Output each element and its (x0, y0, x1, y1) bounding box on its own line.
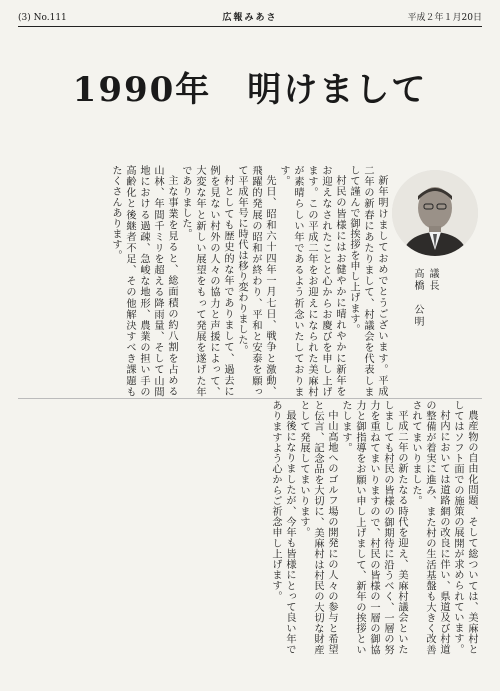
paragraph: 村民の皆様にはお健やかに晴れやかに新年をお迎えなされたことと心からお慶びを申し上げます。この平成二年をお迎えになられた美麻村が素晴らしい年であるよう祈念いたしております。 (278, 165, 345, 397)
caption-name: 高橋 公明 (412, 268, 423, 328)
paragraph: 農産物の自由化問題、そして総ついては、美麻村としてはソフト面での施策の展開が求められています。 (452, 400, 477, 655)
paragraph: 村内においては道路網の改良に伴い、県道及び村道の整備が着実に進み、また村の生活基盤も大きく改善されてまいりました。 (410, 400, 449, 655)
section-divider (18, 398, 482, 399)
issue-number: (3) No.111 (18, 13, 67, 23)
paragraph: 中山高地へのゴルフ場の開発にの人々の参与と希望と伝言、記念品を大切に、美麻村は村民の大切な財産として発展してまいります。 (298, 400, 337, 655)
article-body-top (18, 165, 388, 397)
paragraph: 最後になりましたが、今年も皆様にとって良い年でありますよう心からご祈念申し上げます。 (270, 400, 295, 655)
caption-role: 議長 (427, 268, 438, 292)
portrait-image (392, 170, 478, 256)
issue-date: 平成２年１月20日 (407, 13, 482, 23)
photo-caption (410, 268, 440, 348)
publication-name: 広報みあさ (222, 13, 278, 23)
paragraph: 平成二年の新たなる時代を迎え、美麻村議会といたしましても村民の皆様の御期待に沿うべく、一層の努力を重ねてまいりますので、村民の皆様の一層の御協力と御指導をお願い申し上げまして、新年の挨拶といたします。 (340, 400, 407, 655)
page-title: 1990年 明けまして (72, 70, 428, 110)
paragraph: 主な事業を見ると、総面積の約八割を占める山林、年間千ミリを超える降雨量、そして山間地における過疎、急峻な地形、農業の担い手の高齢化と後継者不足、その他解決すべき課題もたくさんあります。 (110, 165, 177, 397)
paragraph: 新年明けましておめでとうございます。平成二年の新春にあたりまして、村議会を代表しまして謹んで御挨拶を申し上げます。 (348, 165, 387, 397)
page-header (18, 10, 482, 27)
article-body-bottom (18, 400, 478, 655)
paragraph: 村としても歴史的な年でありまして、過去に例を見ない村外の人々の協力と声援によって、大変な年と新しい展望をもって発展を遂げた年でありました。 (180, 165, 233, 397)
portrait-photo (392, 170, 478, 256)
paragraph: 先日、昭和六十四年一月七日、戦争と激動、飛躍的発展の昭和が終わり、平和と安泰を願って平成年号に時代は移り変わりました。 (236, 165, 275, 397)
